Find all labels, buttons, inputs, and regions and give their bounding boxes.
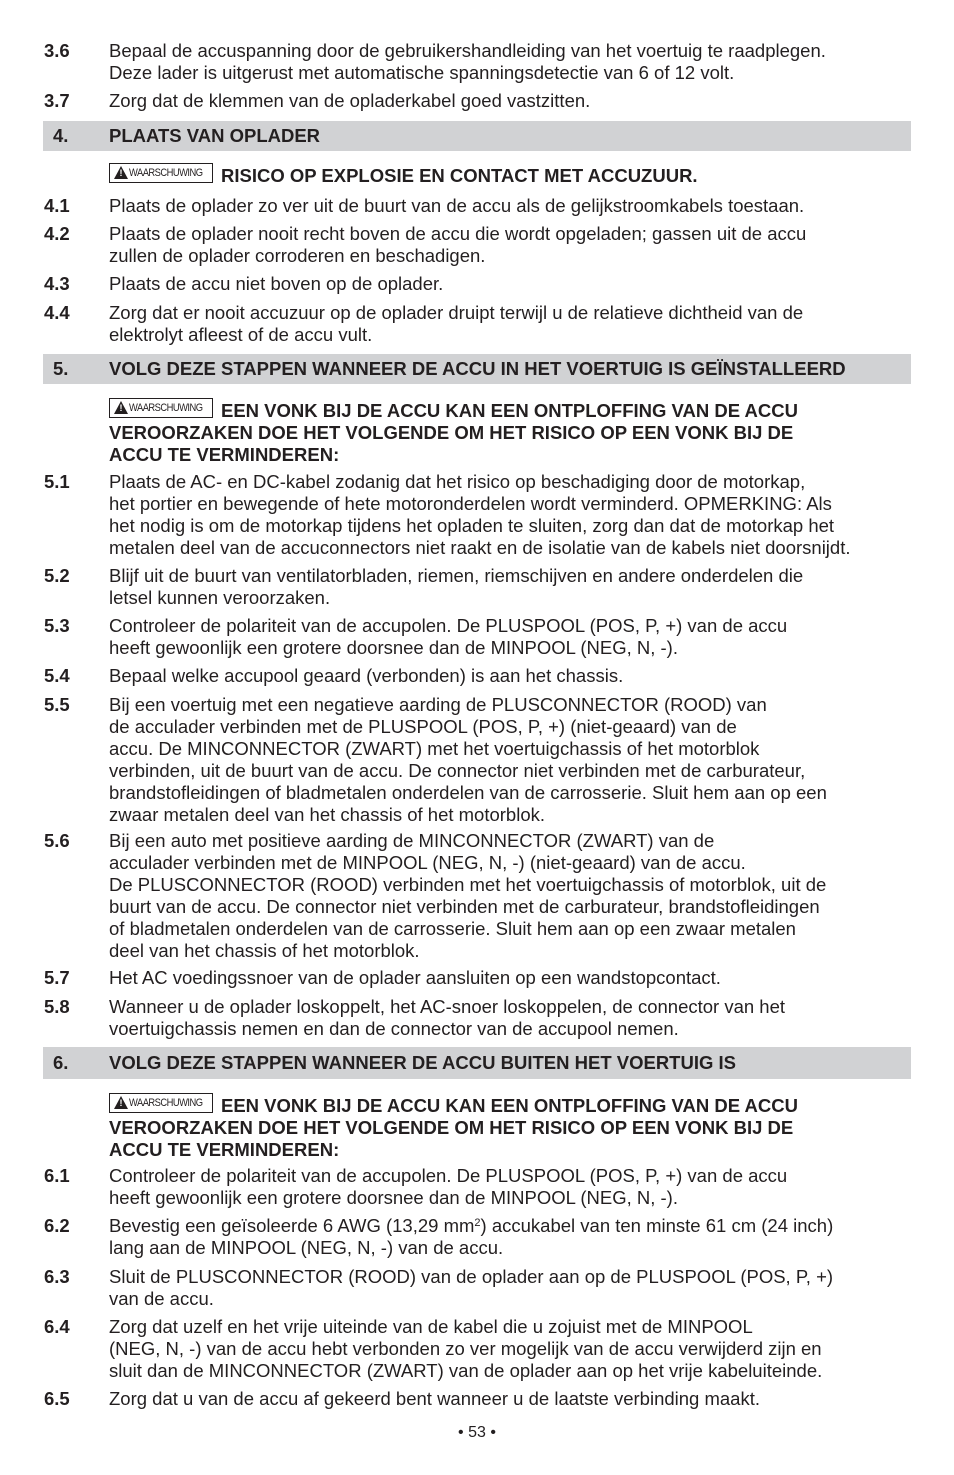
- item-number: 5.3: [44, 615, 70, 636]
- item-text: [109, 694, 914, 826]
- item-text: [109, 471, 914, 559]
- text-line: De PLUSCONNECTOR (ROOD) verbinden met het voertuigchassis of motorblok, uit de: [109, 874, 827, 895]
- text-line: metalen deel van de accuconnectors niet raakt en de isolatie van de kabels niet doorsnijdt.: [109, 537, 851, 558]
- warning-badge: ! WAARSCHUWING: [109, 398, 213, 418]
- text-line: accu. De MINCONNECTOR (ZWART) met het voertuigchassis of het motorblok: [109, 738, 760, 759]
- warning-text: EEN VONK BIJ DE ACCU KAN EEN ONTPLOFFING VAN DE ACCU: [221, 400, 798, 421]
- page-number: • 53 •: [458, 1424, 496, 1441]
- section-title: PLAATS VAN OPLADER: [109, 125, 321, 146]
- warning-text: VEROORZAKEN DOE HET VOLGENDE OM HET RISICO OP EEN VONK BIJ DE: [109, 1117, 794, 1138]
- item-number: 6.2: [44, 1215, 70, 1236]
- item-text: [109, 302, 914, 346]
- warning-block: [109, 1093, 914, 1161]
- section-title: VOLG DEZE STAPPEN WANNEER DE ACCU BUITEN HET VOERTUIG IS: [109, 1052, 736, 1073]
- warning-badge: ! WAARSCHUWING: [109, 163, 213, 183]
- warning-badge-label: WAARSCHUWING: [129, 167, 203, 179]
- text-line: de acculader verbinden met de PLUSPOOL (POS, P, +) (niet-geaard) van de: [109, 716, 737, 737]
- superscript: 2: [474, 1217, 481, 1229]
- item-number: 3.6: [44, 40, 70, 61]
- text-line: Bepaal de accuspanning door de gebruikershandleiding van het voertuig te raadplegen.: [109, 40, 826, 61]
- text-line: Sluit de PLUSCONNECTOR (ROOD) van de oplader aan op de PLUSPOOL (POS, P, +): [109, 1266, 834, 1287]
- item-number: 5.4: [44, 665, 70, 686]
- item-number: 6.5: [44, 1388, 70, 1409]
- item-text: [109, 830, 914, 962]
- text-line: sluit dan de MINCONNECTOR (ZWART) van de oplader aan op het vrije kabeluiteinde.: [109, 1360, 823, 1381]
- item-text: [109, 967, 914, 989]
- section-title: VOLG DEZE STAPPEN WANNEER DE ACCU IN HET VOERTUIG IS GEÏNSTALLEERD: [109, 358, 846, 379]
- item-number: 4.3: [44, 273, 70, 294]
- item-number: 4.4: [44, 302, 70, 323]
- warning-block: [109, 398, 914, 466]
- text-line: Zorg dat er nooit accuzuur op de oplader druipt terwijl u de relatieve dichtheid van de: [109, 302, 804, 323]
- text-line: heeft gewoonlijk een grotere doorsnee dan de MINPOOL (NEG, N, -).: [109, 1187, 678, 1208]
- text-line: deel van het chassis of het motorblok.: [109, 940, 420, 961]
- item-number: 5.2: [44, 565, 70, 586]
- item-number: 6.1: [44, 1165, 70, 1186]
- section-number: 5.: [53, 358, 69, 379]
- text-line: Zorg dat u van de accu af gekeerd bent wanneer u de laatste verbinding maakt.: [109, 1388, 760, 1409]
- item-number: 5.8: [44, 996, 70, 1017]
- text-line: Bij een auto met positieve aarding de MINCONNECTOR (ZWART) van de: [109, 830, 715, 851]
- item-text: [109, 1316, 914, 1382]
- item-number: 5.1: [44, 471, 70, 492]
- text-line: van de accu.: [109, 1288, 214, 1309]
- item-text: [109, 1215, 914, 1259]
- text-line: Bij een voertuig met een negatieve aarding de PLUSCONNECTOR (ROOD) van: [109, 694, 767, 715]
- item-number: 5.5: [44, 694, 70, 715]
- text-line: voertuigchassis nemen en dan de connector van de accupool nemen.: [109, 1018, 679, 1039]
- section-header: [43, 121, 911, 151]
- section-header: [43, 354, 911, 384]
- warning-text: ACCU TE VERMINDEREN:: [109, 444, 340, 465]
- item-text: [109, 1266, 914, 1310]
- text-line: Plaats de accu niet boven op de oplader.: [109, 273, 444, 294]
- item-text: [109, 195, 914, 217]
- section-number: 6.: [53, 1052, 69, 1073]
- text-line: verbinden, uit de buurt van de accu. De connector niet verbinden met de carburateur,: [109, 760, 806, 781]
- warning-badge-label: WAARSCHUWING: [129, 1097, 203, 1109]
- text-line: Controleer de polariteit van de accupolen. De PLUSPOOL (POS, P, +) van de accu: [109, 615, 788, 636]
- text-line: Plaats de oplader zo ver uit de buurt van de accu als de gelijkstroomkabels toestaan.: [109, 195, 805, 216]
- warning-text: VEROORZAKEN DOE HET VOLGENDE OM HET RISICO OP EEN VONK BIJ DE: [109, 422, 794, 443]
- text-line: Blijf uit de buurt van ventilatorbladen, riemen, riemschijven en andere onderdelen die: [109, 565, 804, 586]
- section-header: [43, 1047, 911, 1079]
- item-text: [109, 665, 914, 687]
- text-line: Zorg dat uzelf en het vrije uiteinde van de kabel die u zojuist met de MINPOOL: [109, 1316, 753, 1337]
- text-line: het portier en bewegende of hete motoronderdelen wordt verminderd. OPMERKING: Als: [109, 493, 832, 514]
- item-text: [109, 615, 914, 659]
- text-line: Het AC voedingssnoer van de oplader aansluiten op een wandstopcontact.: [109, 967, 721, 988]
- text-line: elektrolyt afleest of de accu vult.: [109, 324, 373, 345]
- item-text: [109, 565, 914, 609]
- text-line: Wanneer u de oplader loskoppelt, het AC-snoer loskoppelen, de connector van het: [109, 996, 786, 1017]
- item-text: [109, 223, 914, 267]
- text-line: (NEG, N, -) van de accu hebt verbonden zo ver mogelijk van de accu verwijderd zijn en: [109, 1338, 822, 1359]
- text-line: Bevestig een geïsoleerde 6 AWG (13,29 $mm^2$) accukabel van ten minste 61 cm (24 inch): [109, 1215, 834, 1236]
- warning-text: ACCU TE VERMINDEREN:: [109, 1139, 340, 1160]
- text-line: Plaats de AC- en DC-kabel zodanig dat het risico op beschadiging door de motorkap,: [109, 471, 806, 492]
- item-text: [109, 1388, 914, 1410]
- text-line: of bladmetalen onderdelen van de carrosserie. Sluit hem aan op een zwaar metalen: [109, 918, 796, 939]
- warning-block: [109, 163, 914, 187]
- text-line: brandstofleidingen of bladmetalen onderdelen van de carrosserie. Sluit hem aan op een: [109, 782, 827, 803]
- item-text: [109, 40, 914, 84]
- item-text: [109, 90, 914, 112]
- item-number: 6.4: [44, 1316, 70, 1337]
- text-line: zullen de oplader corroderen en beschadigen.: [109, 245, 486, 266]
- item-text: [109, 273, 914, 295]
- text-line: heeft gewoonlijk een grotere doorsnee dan de MINPOOL (NEG, N, -).: [109, 637, 678, 658]
- text-line: Bepaal welke accupool geaard (verbonden) is aan het chassis.: [109, 665, 624, 686]
- text-line: zwaar metalen deel van het chassis of het motorblok.: [109, 804, 546, 825]
- item-number: 5.6: [44, 830, 70, 851]
- text-line: lang aan de MINPOOL (NEG, N, -) van de accu.: [109, 1237, 504, 1258]
- text-line: buurt van de accu. De connector niet verbinden met de carburateur, brandstofleidingen: [109, 896, 820, 917]
- item-number: 6.3: [44, 1266, 70, 1287]
- item-number: 4.2: [44, 223, 70, 244]
- warning-badge-label: WAARSCHUWING: [129, 402, 203, 414]
- warning-text: RISICO OP EXPLOSIE EN CONTACT MET ACCUZUUR.: [221, 165, 698, 186]
- text-line: Controleer de polariteit van de accupolen. De PLUSPOOL (POS, P, +) van de accu: [109, 1165, 788, 1186]
- text-line: letsel kunnen veroorzaken.: [109, 587, 331, 608]
- item-number: 5.7: [44, 967, 70, 988]
- text-line: Deze lader is uitgerust met automatische spanningsdetectie van 6 of 12 volt.: [109, 62, 735, 83]
- text-line: acculader verbinden met de MINPOOL (NEG, N, -) (niet-geaard) van de accu.: [109, 852, 746, 873]
- item-text: [109, 1165, 914, 1209]
- warning-text: EEN VONK BIJ DE ACCU KAN EEN ONTPLOFFING VAN DE ACCU: [221, 1095, 798, 1116]
- item-number: 3.7: [44, 90, 70, 111]
- item-number: 4.1: [44, 195, 70, 216]
- text-line: Zorg dat de klemmen van de opladerkabel goed vastzitten.: [109, 90, 591, 111]
- item-text: [109, 996, 914, 1040]
- text-line: het nodig is om de motorkap tijdens het opladen te sluiten, zorg dan dat de motorkap het: [109, 515, 835, 536]
- text-line: Plaats de oplader nooit recht boven de accu die wordt opgeladen; gassen uit de accu: [109, 223, 807, 244]
- section-number: 4.: [53, 125, 69, 146]
- warning-badge: ! WAARSCHUWING: [109, 1093, 213, 1113]
